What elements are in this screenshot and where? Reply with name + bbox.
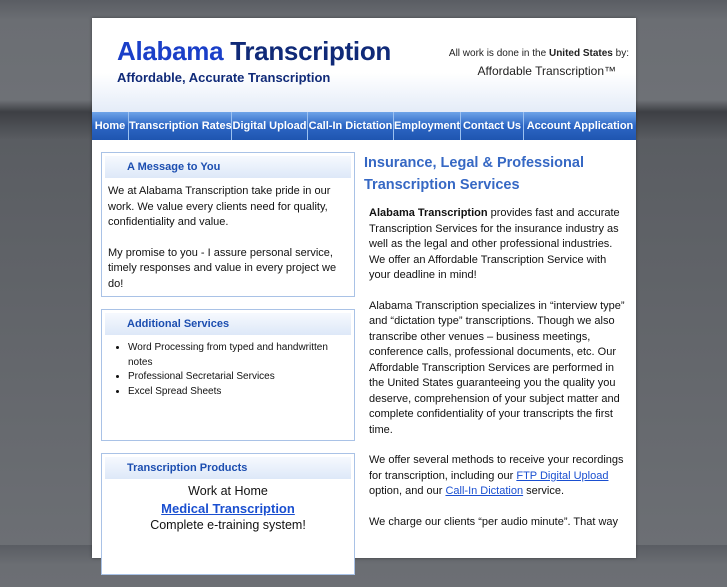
main-heading-line-1: Insurance, Legal & Professional bbox=[364, 155, 584, 171]
us-note-country: United States bbox=[548, 48, 613, 59]
specialization-paragraph: Alabama Transcription specializes in “interview type” and “dictation type” transcriptions. Though we also transcribe other venues – business meetings, conference calls, professional documents, etc. Our Affordable Transcription Services are performed in the United States guaranteeing you the quality you deserve, comprehension of your subject matter and complete confidentiality of your transcripts the first time. bbox=[369, 299, 625, 436]
main-heading bbox=[364, 152, 626, 196]
call-in-dictation-link[interactable]: Call-In Dictation bbox=[445, 485, 524, 497]
products-line-1: Work at Home bbox=[188, 484, 268, 498]
nav-digital-upload[interactable]: Digital Upload bbox=[232, 112, 308, 140]
methods-after: service. bbox=[523, 485, 565, 497]
site-title-part1: Alabama bbox=[117, 36, 224, 66]
message-paragraph-1: We at Alabama Transcription take pride in our work. We value every clients need for quality, confidentiality and value. bbox=[108, 185, 331, 228]
ftp-digital-upload-link[interactable]: FTP Digital Upload bbox=[516, 469, 609, 482]
message-box bbox=[101, 152, 355, 297]
nav-contact-us[interactable]: Contact Us bbox=[461, 112, 524, 140]
pricing-paragraph: We charge our clients “per audio minute”. That way bbox=[369, 515, 619, 528]
site-title-part2: Transcription bbox=[230, 36, 392, 66]
intro-paragraph bbox=[369, 206, 626, 284]
us-note-suffix: by: bbox=[615, 48, 629, 59]
service-item: • Professional Secretarial Services bbox=[128, 370, 348, 385]
additional-services-box bbox=[101, 309, 355, 441]
intro-company-name: Alabama Transcription bbox=[369, 207, 488, 219]
medical-transcription-link[interactable]: Medical Transcription bbox=[161, 501, 295, 516]
nav-home[interactable]: Home bbox=[92, 112, 129, 140]
us-note-prefix: All work is done in the bbox=[448, 48, 547, 59]
site-title[interactable] bbox=[117, 36, 391, 66]
main-content bbox=[364, 152, 626, 545]
transcription-products-box bbox=[101, 453, 355, 575]
us-work-note bbox=[449, 48, 629, 59]
products-line-3: Complete e-training system! bbox=[150, 518, 306, 532]
services-list bbox=[108, 341, 348, 399]
transcription-products-body bbox=[102, 479, 354, 542]
additional-services-body bbox=[102, 335, 354, 407]
message-box-body bbox=[102, 178, 354, 300]
nav-transcription-rates[interactable]: Transcription Rates bbox=[129, 112, 232, 140]
transcription-products-heading: Transcription Products bbox=[105, 457, 351, 479]
main-heading-line-2: Transcription Services bbox=[364, 177, 520, 193]
methods-before: We offer several methods to receive your recordings for transcription, including our bbox=[369, 454, 624, 482]
site-header bbox=[92, 18, 636, 112]
nav-call-in-dictation[interactable]: Call-In Dictation bbox=[308, 112, 394, 140]
main-nav bbox=[92, 112, 636, 140]
intro-rest: provides fast and accurate Transcription Services for the insurance industry as well as the legal and other professional industries. We offer an Affordable Transcription Service with your deadline in mind! bbox=[369, 207, 620, 281]
methods-middle: option, and our bbox=[369, 485, 446, 497]
nav-account-application[interactable]: Account Application bbox=[526, 120, 634, 132]
message-paragraph-2: My promise to you - I assure personal service, timely responses and value in every project we do! bbox=[108, 246, 337, 290]
main-text bbox=[364, 206, 626, 530]
nav-employment[interactable]: Employment bbox=[394, 112, 461, 140]
trademark-line: Affordable Transcription™ bbox=[477, 64, 616, 78]
message-box-heading: A Message to You bbox=[105, 156, 351, 178]
left-sidebar bbox=[101, 152, 355, 587]
page-container bbox=[92, 18, 636, 558]
service-item: • Word Processing from typed and handwritten notes bbox=[128, 341, 348, 370]
service-item: • Excel Spread Sheets bbox=[128, 385, 348, 400]
site-tagline: Affordable, Accurate Transcription bbox=[117, 70, 331, 85]
additional-services-heading: Additional Services bbox=[105, 313, 351, 335]
methods-paragraph bbox=[369, 453, 626, 500]
